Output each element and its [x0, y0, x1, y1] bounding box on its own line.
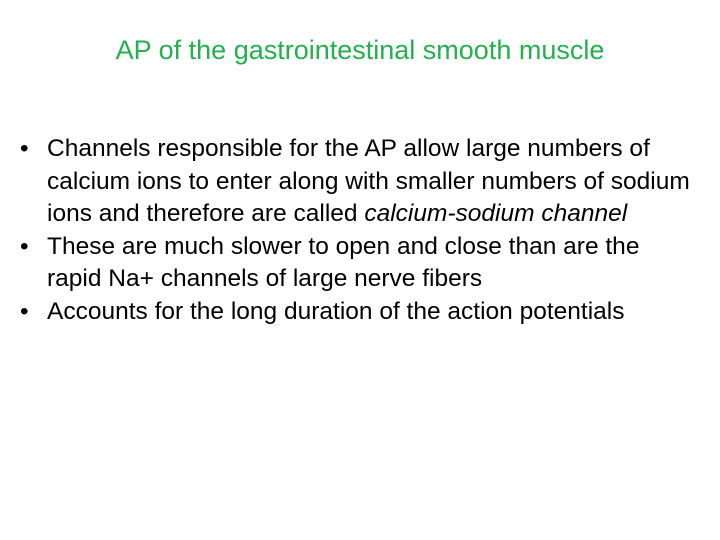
bullet-emphasis: calcium-sodium channel	[364, 200, 628, 227]
bullet-icon	[20, 133, 47, 166]
slide-title: AP of the gastrointestinal smooth muscle	[115, 35, 605, 65]
bullet-item	[20, 133, 690, 231]
bullet-list	[20, 133, 690, 328]
bullet-text: Channels responsible for the AP allow large numbers of calcium ions to enter along with smaller numbers of sodium ions and therefore are called	[47, 135, 690, 227]
bullet-icon	[20, 231, 47, 264]
bullet-text: These are much slower to open and close than are the rapid Na+ channels of large nerve fibers	[47, 232, 640, 292]
bullet-text: Accounts for the long duration of the action potentials	[47, 297, 625, 325]
bullet-icon	[20, 296, 47, 329]
bullet-item	[20, 296, 690, 329]
bullet-item	[20, 231, 690, 296]
